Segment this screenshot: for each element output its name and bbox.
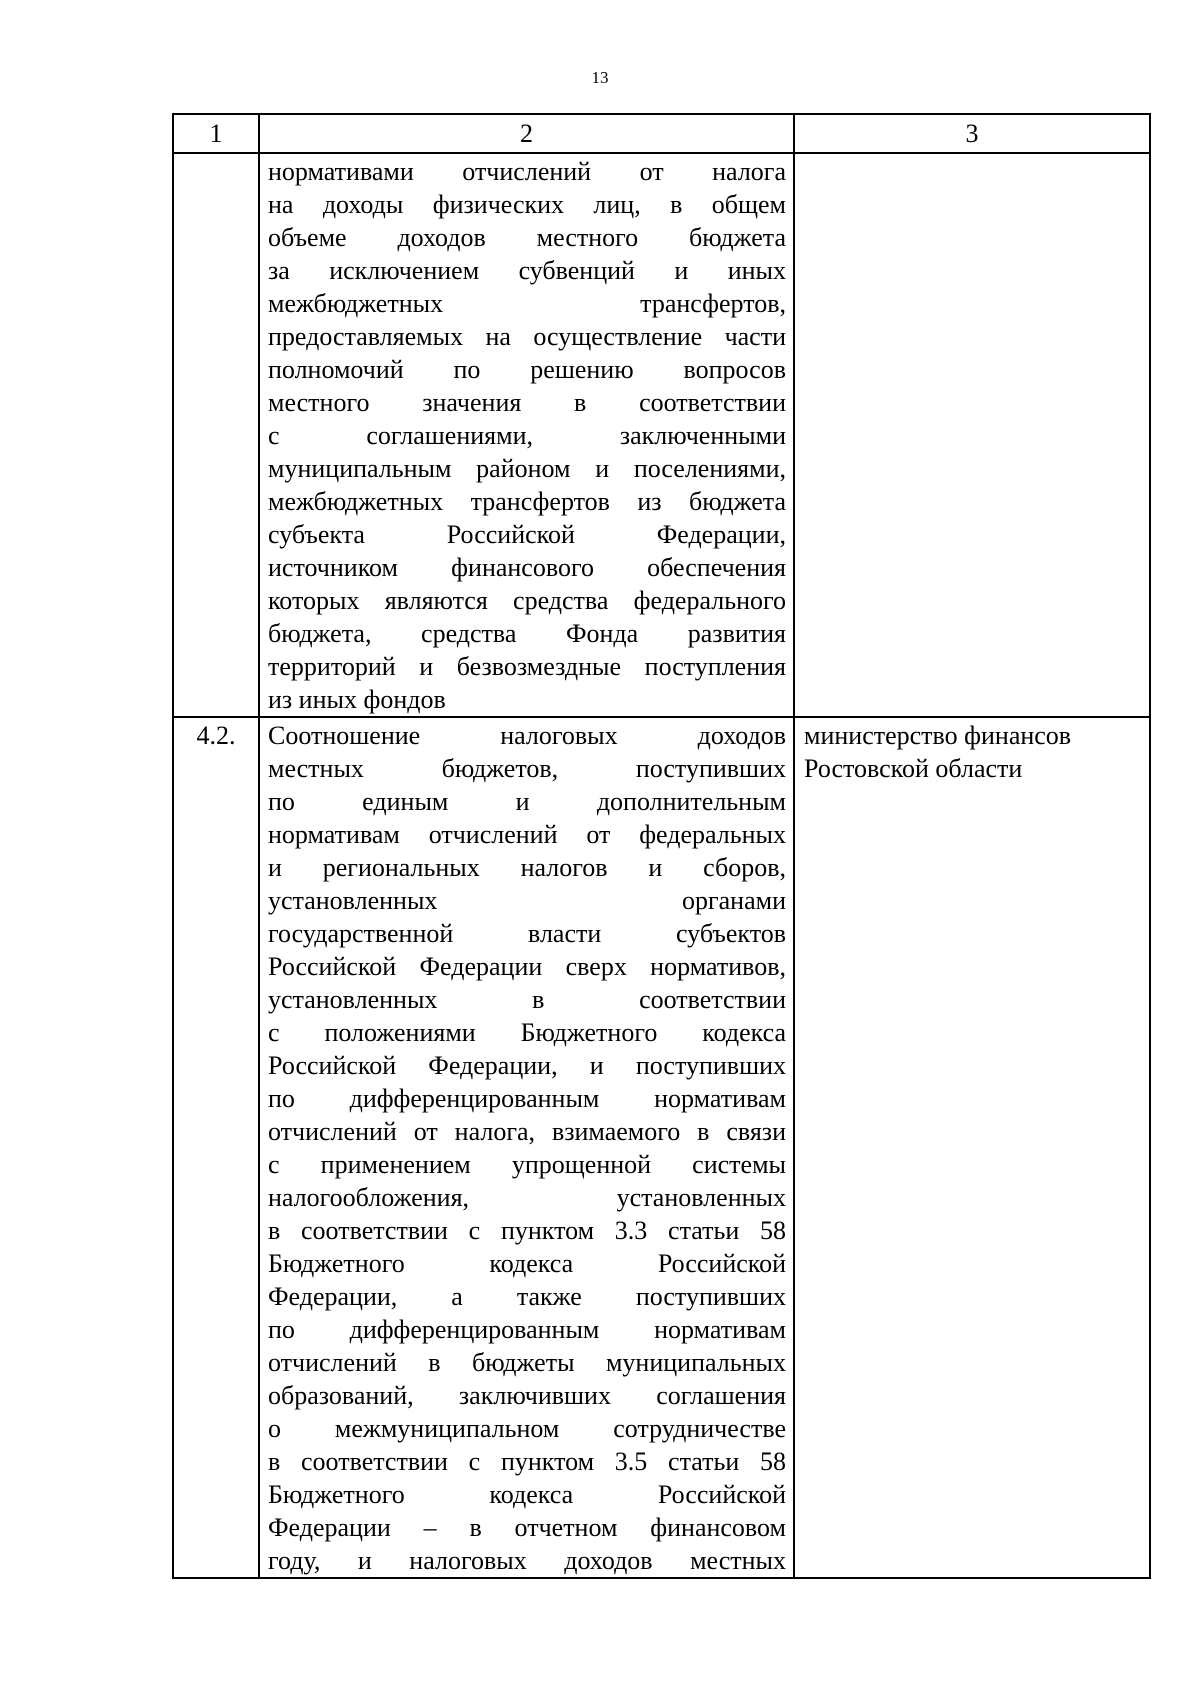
description-line: налогообложения, установленных <box>268 1183 786 1212</box>
description-line: межбюджетных трансфертов, <box>268 289 786 318</box>
description-line: местного значения в соответствии <box>268 388 786 417</box>
description-line: за исключением субвенций и иных <box>268 256 786 285</box>
description-line: Бюджетного кодекса Российской <box>268 1480 786 1509</box>
description-line: в соответствии с пунктом 3.5 статьи 58 <box>268 1447 786 1476</box>
description-line: с положениями Бюджетного кодекса <box>268 1018 786 1047</box>
description-line: которых являются средства федерального <box>268 586 786 615</box>
responsible-authority <box>794 153 1150 717</box>
description-line: нормативами отчислений от налога <box>268 157 786 186</box>
description-line: из иных фондов <box>268 685 446 714</box>
row-number: 4.2. <box>173 717 259 1578</box>
description-line: и региональных налогов и сборов, <box>268 853 786 882</box>
responsible-line: министерство финансов <box>804 721 1072 750</box>
row-number <box>173 153 259 717</box>
description-line: по единым и дополнительным <box>268 787 786 816</box>
column-header-3: 3 <box>794 114 1150 153</box>
description-line: на доходы физических лиц, в общем <box>268 190 786 219</box>
description-line: государственной власти субъектов <box>268 919 786 948</box>
description-line: территорий и безвозмездные поступления <box>268 652 786 681</box>
description-line: о межмуниципальном сотрудничестве <box>268 1414 786 1443</box>
description-line: Российской Федерации сверх нормативов, <box>268 952 786 981</box>
indicator-description <box>259 153 794 717</box>
description-line: Федерации, а также поступивших <box>268 1282 786 1311</box>
description-line: отчислений от налога, взимаемого в связи <box>268 1117 786 1146</box>
description-line: году, и налоговых доходов местных <box>268 1546 786 1575</box>
table-row <box>173 717 1150 1578</box>
description-line: установленных в соответствии <box>268 985 786 1014</box>
description-line: муниципальным районом и поселениями, <box>268 454 786 483</box>
indicator-description <box>259 717 794 1578</box>
page-number: 13 <box>591 68 609 87</box>
description-line: предоставляемых на осуществление части <box>268 322 786 351</box>
description-line: с соглашениями, заключенными <box>268 421 786 450</box>
column-header-2: 2 <box>259 114 794 153</box>
description-line: по дифференцированным нормативам <box>268 1084 786 1113</box>
description-line: отчислений в бюджеты муниципальных <box>268 1348 786 1377</box>
description-line: Бюджетного кодекса Российской <box>268 1249 786 1278</box>
description-line: в соответствии с пунктом 3.3 статьи 58 <box>268 1216 786 1245</box>
description-line: по дифференцированным нормативам <box>268 1315 786 1344</box>
description-line: нормативам отчислений от федеральных <box>268 820 786 849</box>
description-line: бюджета, средства Фонда развития <box>268 619 786 648</box>
description-line: Федерации – в отчетном финансовом <box>268 1513 786 1542</box>
description-line: образований, заключивших соглашения <box>268 1381 786 1410</box>
description-line: полномочий по решению вопросов <box>268 355 786 384</box>
responsible-line: Ростовской области <box>804 754 1023 783</box>
description-line: Российской Федерации, и поступивших <box>268 1051 786 1080</box>
description-line: источником финансового обеспечения <box>268 553 786 582</box>
description-line: межбюджетных трансфертов из бюджета <box>268 487 786 516</box>
table-row <box>173 153 1150 717</box>
table-header-row <box>173 114 1150 153</box>
column-header-1: 1 <box>173 114 259 153</box>
description-line: установленных органами <box>268 886 786 915</box>
description-line: субъекта Российской Федерации, <box>268 520 786 549</box>
description-line: с применением упрощенной системы <box>268 1150 786 1179</box>
description-line: Соотношение налоговых доходов <box>268 721 786 750</box>
indicators-table <box>172 113 1151 1579</box>
responsible-authority <box>794 717 1150 1578</box>
description-line: объеме доходов местного бюджета <box>268 223 786 252</box>
description-line: местных бюджетов, поступивших <box>268 754 786 783</box>
